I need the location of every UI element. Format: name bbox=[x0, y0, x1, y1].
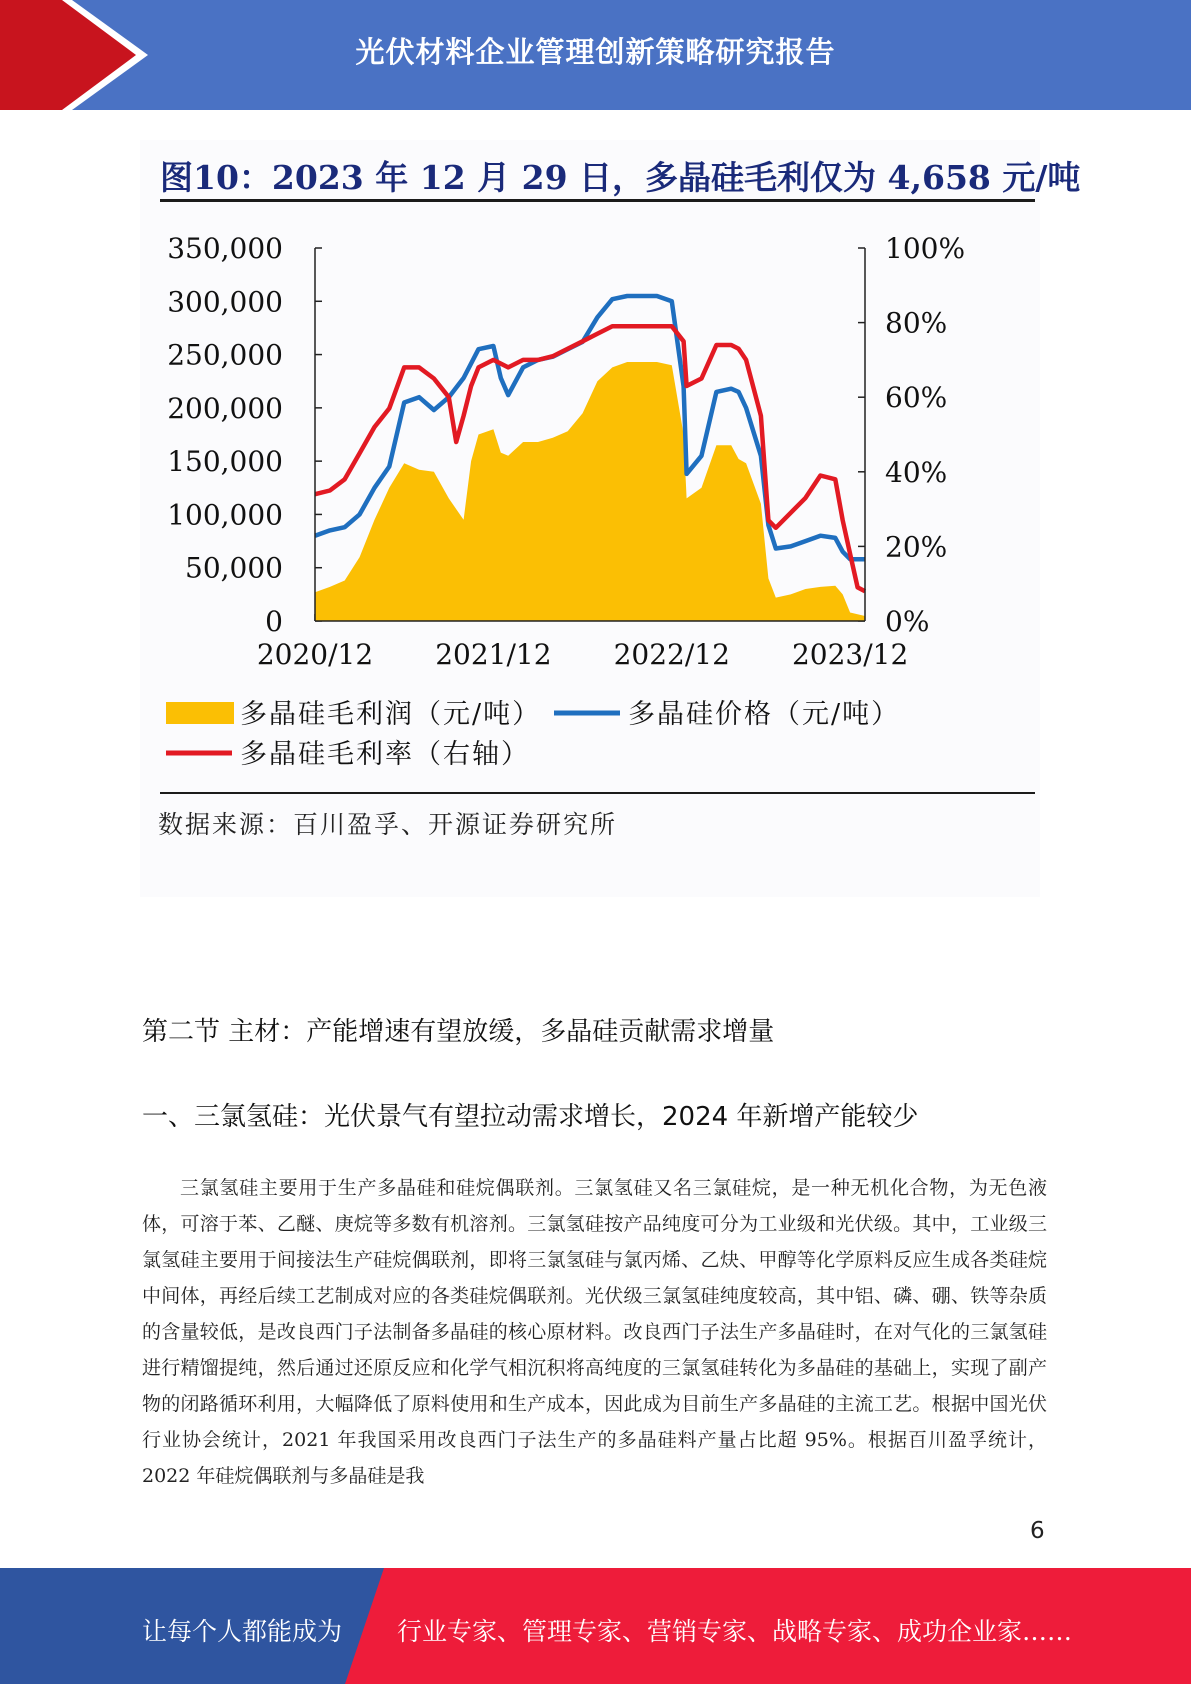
y-left-tick-label: 250,000 bbox=[167, 338, 283, 372]
y-right-tick-label: 0% bbox=[885, 605, 930, 638]
legend-label: 多晶硅价格（元/吨） bbox=[628, 699, 901, 730]
body-paragraph-block bbox=[142, 1170, 1047, 1494]
x-tick-label: 2023/12 bbox=[791, 638, 909, 671]
section-title: 第二节 主材：产能增速有望放缓，多晶硅贡献需求增量 bbox=[142, 1017, 775, 1047]
x-tick-label: 2020/12 bbox=[256, 638, 374, 671]
footer-slogan-right: 行业专家、管理专家、营销专家、战略专家、成功企业家…… bbox=[397, 1617, 1073, 1646]
y-left-tick-label: 50,000 bbox=[185, 551, 283, 585]
y-right-tick-label: 100% bbox=[885, 232, 966, 265]
figure bbox=[140, 140, 1081, 897]
y-left-tick-label: 0 bbox=[265, 605, 283, 638]
x-tick-label: 2021/12 bbox=[435, 638, 552, 671]
y-left-tick-label: 300,000 bbox=[167, 285, 283, 319]
page-header bbox=[0, 0, 1191, 110]
header-title: 光伏材料企业管理创新策略研究报告 bbox=[355, 35, 836, 69]
legend-swatch-profit bbox=[166, 702, 234, 724]
figure-source: 数据来源：百川盈孚、开源证券研究所 bbox=[158, 810, 618, 839]
y-left-tick-label: 100,000 bbox=[167, 498, 283, 532]
figure-title: 图10：2023 年 12 月 29 日，多晶硅毛利仅为 4,658 元/吨 bbox=[160, 158, 1081, 197]
y-right-tick-label: 20% bbox=[885, 530, 948, 564]
series-profit-area bbox=[315, 362, 865, 621]
body-paragraph: 三氯氢硅主要用于生产多晶硅和硅烷偶联剂。三氯氢硅又名三氯硅烷，是一种无机化合物，为无色液体，可溶于苯、乙醚、庚烷等多数有机溶剂。三氯氢硅按产品纯度可分为工业级和光伏级。其中，工业级三氯氢硅主要用于间接法生产硅烷偶联剂，即将三氯氢硅与氯丙烯、乙炔、甲醇等化学原料反应生成各类硅烷中间体，再经后续工艺制成对应的各类硅烷偶联剂。光伏级三氯氢硅纯度较高，其中铝、磷、硼、铁等杂质的含量较低，是改良西门子法制备多晶硅的核心原材料。改良西门子法生产多晶硅时，在对气化的三氯氢硅进行精馏提纯，然后通过还原反应和化学气相沉积将高纯度的三氯氢硅转化为多晶硅的基础上，实现了副产物的闭路循环利用，大幅降低了原料使用和生产成本，因此成为目前生产多晶硅的主流工艺。根据中国光伏行业协会统计，2021 年我国采用改良西门子法生产的多晶硅料产量占比超 95%。根据百川盈孚统计，2022 年硅烷偶联剂与多晶硅是我 bbox=[142, 1177, 1047, 1487]
chart-legend bbox=[166, 699, 900, 770]
subsection-title: 一、三氯氢硅：光伏景气有望拉动需求增长，2024 年新增产能较少 bbox=[142, 1102, 919, 1132]
y-left-tick-label: 150,000 bbox=[167, 445, 283, 479]
y-left-tick-label: 200,000 bbox=[167, 391, 283, 425]
page-number: 6 bbox=[1030, 1518, 1045, 1544]
chart bbox=[140, 200, 1040, 790]
y-right-tick-label: 80% bbox=[885, 306, 948, 340]
legend-label: 多晶硅毛利率（右轴） bbox=[240, 739, 530, 770]
footer-slogan-left: 让每个人都能成为 bbox=[142, 1617, 343, 1646]
y-right-tick-label: 40% bbox=[885, 455, 948, 489]
legend-label: 多晶硅毛利润（元/吨） bbox=[240, 699, 542, 730]
figure-source-rule bbox=[160, 792, 1035, 794]
y-right-tick-label: 60% bbox=[885, 381, 948, 415]
y-left-tick-label: 350,000 bbox=[167, 232, 283, 265]
x-tick-label: 2022/12 bbox=[613, 638, 730, 671]
